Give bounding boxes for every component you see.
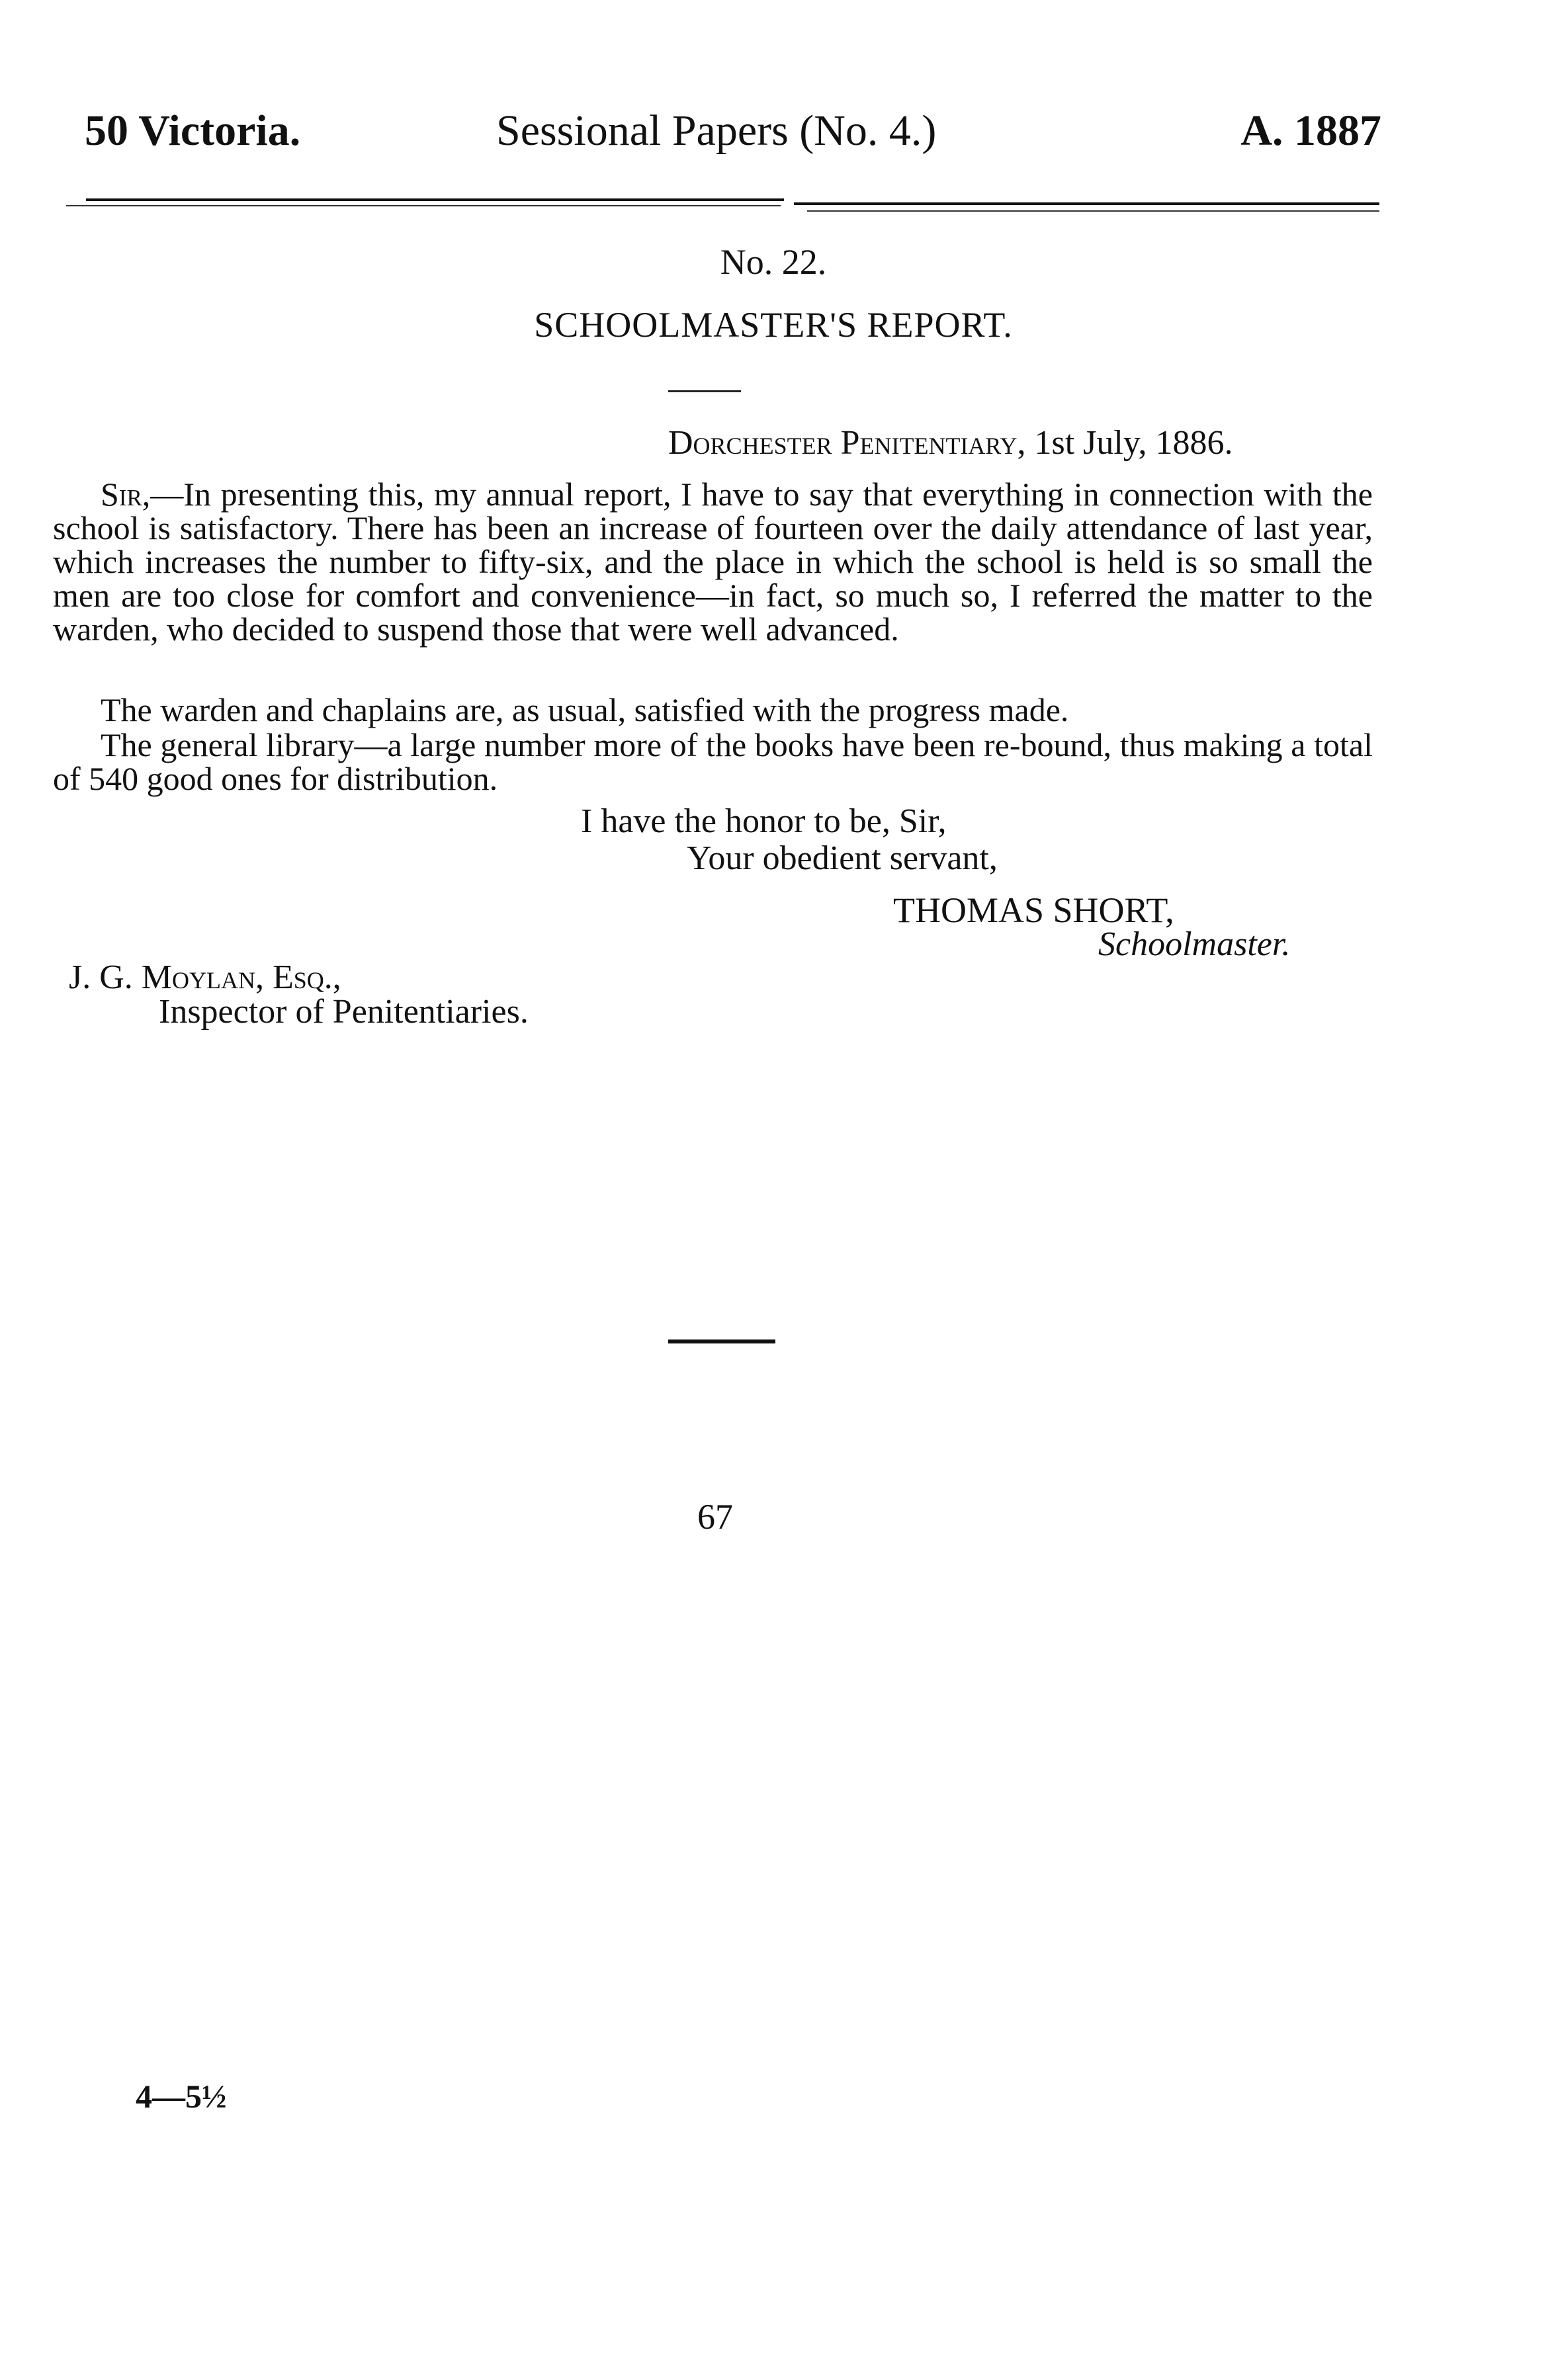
header-rule-left — [86, 198, 784, 201]
letter-paragraph-1 — [53, 478, 1373, 646]
report-number: No. 22. — [720, 242, 827, 282]
section-divider — [668, 1339, 775, 1343]
report-title: SCHOOLMASTER'S REPORT. — [534, 305, 1013, 345]
header-volume: 50 Victoria. — [85, 106, 301, 155]
letter-paragraph-3: The general library—a large number more of the books have been re-bound, thus making a total of 540 good ones for distribution. — [53, 726, 1373, 797]
signature-title: Schoolmaster. — [1098, 925, 1291, 963]
dateline-date: 1st July, 1886. — [1034, 424, 1233, 462]
header-rule-right — [794, 202, 1379, 205]
dateline — [668, 423, 1233, 462]
closing-line-2: Your obedient servant, — [687, 839, 998, 877]
dateline-place: Dorchester Penitentiary, — [668, 424, 1026, 462]
header-rule-right-thin — [807, 210, 1379, 212]
addressee-name: J. G. Moylan, Esq., — [69, 958, 341, 996]
signature-mark: 4—5½ — [136, 2078, 227, 2115]
closing-line-1: I have the honor to be, Sir, — [581, 802, 947, 840]
addressee-title: Inspector of Penitentiaries. — [159, 993, 529, 1031]
header-rule-left-thin — [66, 205, 781, 206]
paragraph-1-text: —In presenting this, my annual report, I have to say that everything in connection with the school is satisfactory. There has been an increase of fourteen over the daily attendance of last year, which increases the number to fifty-six, and the place in which the school is held is so small the men are too close for comfort and convenience—in fact, so much so, I referred the matter to the warden, who decided to suspend those that were well advanced. — [53, 476, 1373, 648]
salutation: Sir, — [101, 476, 151, 513]
page-number: 67 — [697, 1497, 733, 1537]
title-dash — [668, 390, 741, 392]
header-series: Sessional Papers (No. 4.) — [496, 106, 937, 155]
signature-name: THOMAS SHORT, — [893, 890, 1174, 930]
running-header — [85, 106, 1381, 165]
letter-paragraph-2: The warden and chaplains are, as usual, satisfied with the progress made. — [101, 691, 1069, 728]
header-year: A. 1887 — [1240, 106, 1381, 155]
